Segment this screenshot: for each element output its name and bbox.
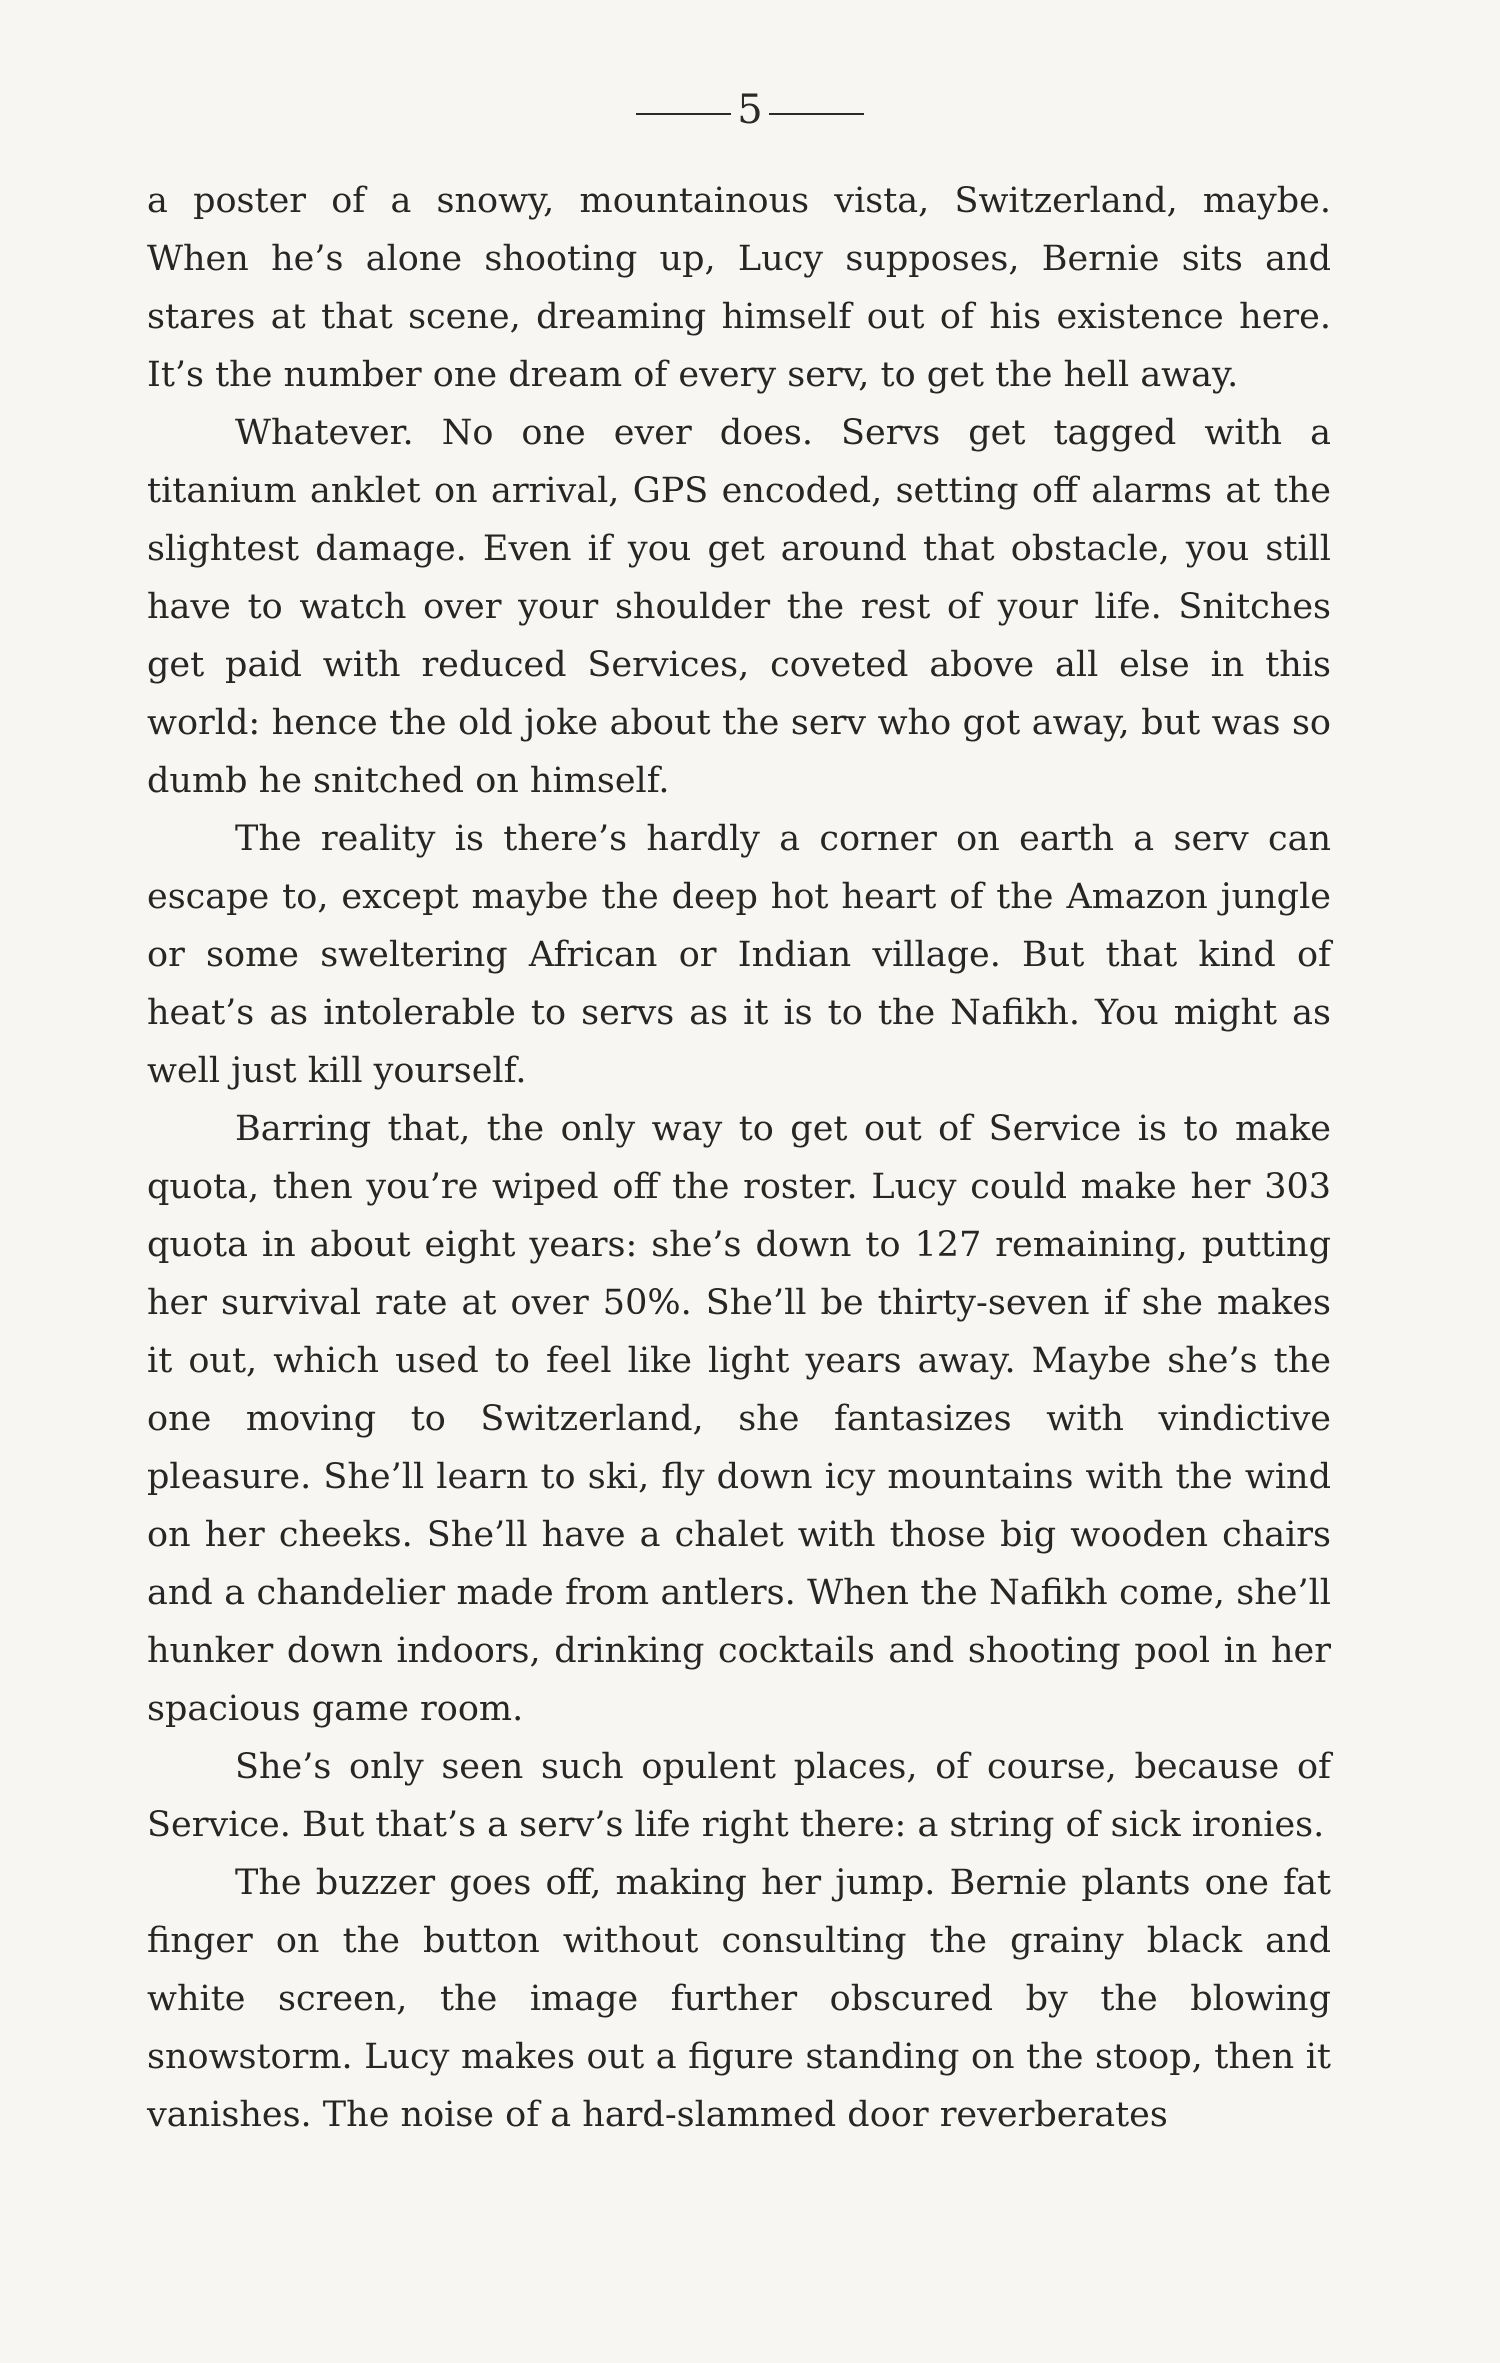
paragraph: She’s only seen such opulent places, of course, because of Service. But that’s a serv’s life right there: a string of sick ironies.: [147, 1747, 1331, 1845]
body-text: [147, 172, 1331, 2144]
header-rule-left: [636, 113, 731, 115]
paragraph: The reality is there’s hardly a corner on earth a serv can escape to, except maybe the deep hot heart of the Amazon jungle or some sweltering African or Indian village. But that kind of heat’s as intolerable to servs as it is to the Nafikh. You might as well just kill yourself.: [147, 819, 1331, 1091]
header-rule-right: [769, 113, 864, 115]
paragraph-continued: a poster of a snowy, mountainous vista, Switzerland, maybe. When he’s alone shooting up, Lucy supposes, Bernie sits and stares at that scene, dreaming himself out of his existence here. It’s the number one dream of every serv, to get the hell away.: [147, 181, 1331, 395]
page-header: [0, 88, 1500, 132]
paragraph: The buzzer goes off, making her jump. Bernie plants one fat finger on the button without consulting the grainy black and white screen, the image further obscured by the blowing snowstorm. Lucy makes out a figure standing on the stoop, then it vanishes. The noise of a hard-slammed door reverberates: [147, 1863, 1331, 2135]
page-number: 5: [737, 87, 763, 133]
paragraph: Barring that, the only way to get out of Service is to make quota, then you’re wiped off the roster. Lucy could make her 303 quota in about eight years: she’s down to 127 remaining, putting her survival rate at over 50%. She’ll be thirty-seven if she makes it out, which used to feel like light years away. Maybe she’s the one moving to Switzerland, she fantasizes with vindictive pleasure. She’ll learn to ski, fly down icy mountains with the wind on her cheeks. She’ll have a chalet with those big wooden chairs and a chandelier made from antlers. When the Nafikh come, she’ll hunker down indoors, drinking cocktails and shooting pool in her spacious game room.: [147, 1109, 1331, 1729]
paragraph: Whatever. No one ever does. Servs get tagged with a titanium anklet on arrival, GPS encoded, setting off alarms at the slightest damage. Even if you get around that obstacle, you still have to watch over your shoulder the rest of your life. Snitches get paid with reduced Services, coveted above all else in this world: hence the old joke about the serv who got away, but was so dumb he snitched on himself.: [147, 413, 1331, 801]
